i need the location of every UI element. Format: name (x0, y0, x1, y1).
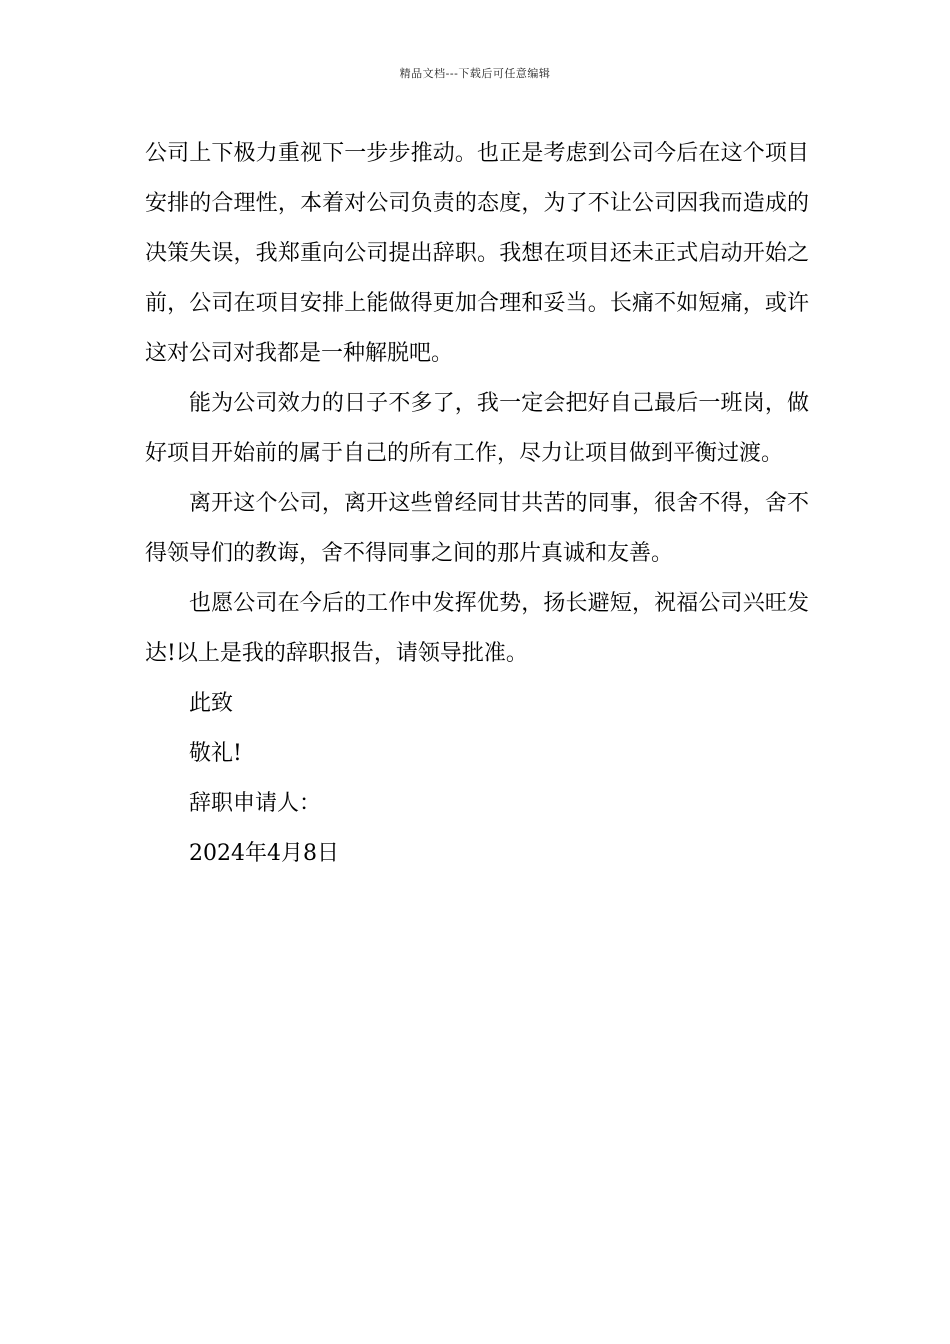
paragraph-continuation: 公司上下极力重视下一步步推动。也正是考虑到公司今后在这个项目安排的合理性，本着对公司负责的态度，为了不让公司因我而造成的决策失误，我郑重向公司提出辞职。我想在项目还未正式启动开始之前，公司在项目安排上能做得更加合理和妥当。长痛不如短痛，或许这对公司对我都是一种解脱吧。 (145, 141, 809, 366)
paragraph-last-duties: 能为公司效力的日子不多了，我一定会把好自己最后一班岗，做好项目开始前的属于自己的所有工作，尽力让项目做到平衡过渡。 (145, 391, 809, 466)
paragraph-farewell: 离开这个公司，离开这些曾经同甘共苦的同事，很舍不得，舍不得领导们的教诲，舍不得同事之间的那片真诚和友善。 (145, 491, 809, 566)
closing-salute: 敬礼! (189, 741, 242, 766)
paragraph-wishes: 也愿公司在今后的工作中发挥优势，扬长避短，祝福公司兴旺发达!以上是我的辞职报告，请领导批准。 (145, 591, 809, 666)
page-header: 精品文档---下载后可任意编辑 (399, 67, 551, 80)
letter-body (145, 129, 809, 879)
closing-greeting: 此致 (189, 691, 234, 716)
letter-date: 2024年4月8日 (189, 841, 339, 866)
signature-label: 辞职申请人： (189, 791, 322, 816)
